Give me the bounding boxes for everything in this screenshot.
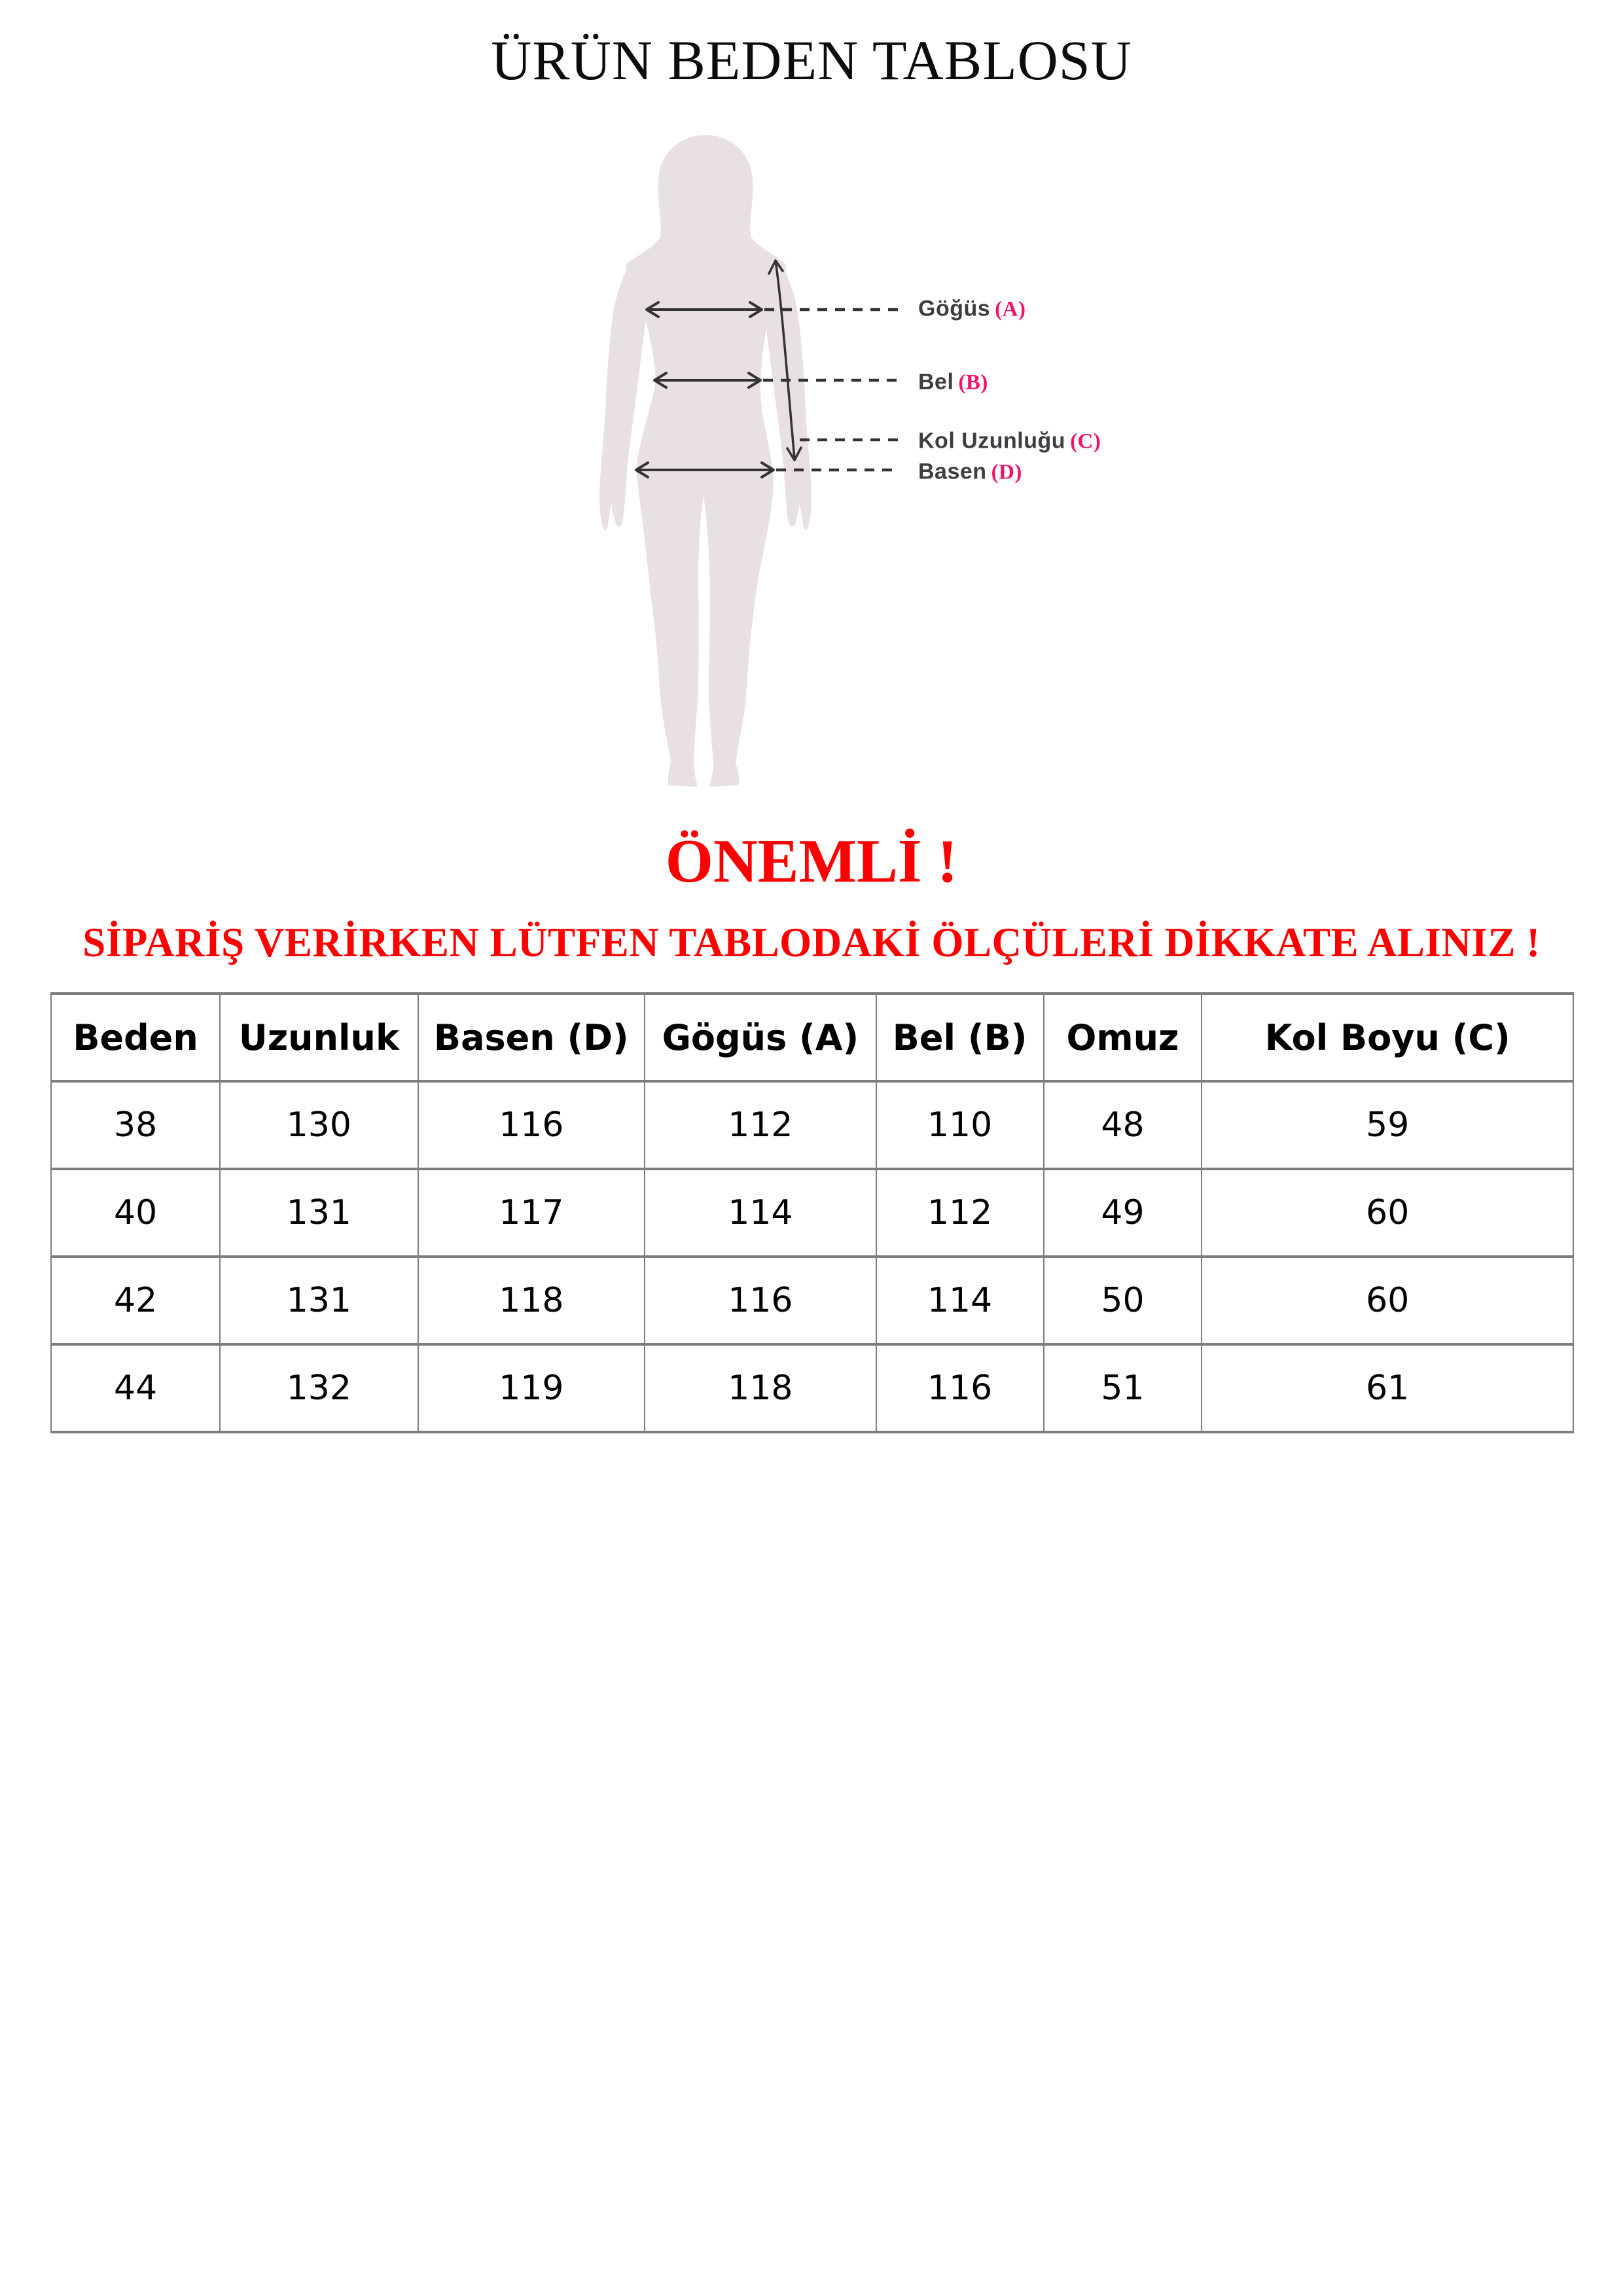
female-body-silhouette [599, 135, 812, 787]
notice-subheading: SİPARİŞ VERİRKEN LÜTFEN TABLODAKİ ÖLÇÜLERİ DİKKATE ALINIZ ! [82, 920, 1541, 965]
table-row-size-44 [51, 1344, 1573, 1432]
measurement-label-text: Bel [918, 369, 954, 395]
measurement-diagram [588, 130, 915, 792]
column-header-bel: Bel (B) [876, 994, 1044, 1081]
table-cell: 110 [876, 1081, 1044, 1169]
table-cell: 48 [1044, 1081, 1202, 1169]
table-cell: 116 [418, 1081, 645, 1169]
column-header-gogus: Gögüs (A) [645, 994, 876, 1081]
measurement-label-text: Basen [918, 459, 987, 484]
table-cell: 61 [1202, 1344, 1573, 1432]
table-cell: 132 [220, 1344, 418, 1432]
table-header-row [51, 994, 1573, 1081]
table-cell: 44 [51, 1344, 220, 1432]
table-cell: 117 [418, 1169, 645, 1257]
table-cell: 42 [51, 1257, 220, 1344]
measurement-label-hip [918, 459, 1022, 485]
table-cell: 112 [876, 1169, 1044, 1257]
measurement-label-arm-length [918, 429, 1101, 454]
table-cell: 116 [645, 1257, 876, 1344]
silhouette-body [626, 135, 786, 787]
size-table [50, 992, 1574, 1433]
column-header-kol-boyu: Kol Boyu (C) [1202, 994, 1573, 1081]
measurement-code-d: (D) [991, 460, 1022, 484]
table-cell: 119 [418, 1344, 645, 1432]
table-row-size-40 [51, 1169, 1573, 1257]
table-cell: 116 [876, 1344, 1044, 1432]
page-title: ÜRÜN BEDEN TABLOSU [491, 29, 1132, 92]
measurement-code-c: (C) [1070, 429, 1101, 454]
table-cell: 38 [51, 1081, 220, 1169]
table-cell: 60 [1202, 1257, 1573, 1344]
table-row-size-42 [51, 1257, 1573, 1344]
female-body-silhouette-svg [588, 130, 915, 792]
table-cell: 114 [645, 1169, 876, 1257]
table-cell: 118 [418, 1257, 645, 1344]
column-header-omuz: Omuz [1044, 994, 1202, 1081]
table-cell: 131 [220, 1257, 418, 1344]
column-header-uzunluk: Uzunluk [220, 994, 418, 1081]
table-cell: 60 [1202, 1169, 1573, 1257]
column-header-basen: Basen (D) [418, 994, 645, 1081]
table-cell: 131 [220, 1169, 418, 1257]
measurement-code-a: (A) [995, 297, 1026, 321]
table-cell: 49 [1044, 1169, 1202, 1257]
table-cell: 40 [51, 1169, 220, 1257]
table-cell: 50 [1044, 1257, 1202, 1344]
notice-heading: ÖNEMLİ ! [665, 827, 958, 895]
table-cell: 59 [1202, 1081, 1573, 1169]
table-cell: 130 [220, 1081, 418, 1169]
measurement-label-waist [918, 370, 988, 395]
table-cell: 51 [1044, 1344, 1202, 1432]
table-cell: 114 [876, 1257, 1044, 1344]
measurement-code-b: (B) [958, 370, 988, 395]
measurement-label-chest [918, 296, 1026, 322]
measurement-label-text: Göğüs [918, 296, 991, 321]
table-cell: 118 [645, 1344, 876, 1432]
measurement-label-text: Kol Uzunluğu [918, 428, 1066, 454]
table-cell: 112 [645, 1081, 876, 1169]
table-row-size-38 [51, 1081, 1573, 1169]
column-header-beden: Beden [51, 994, 220, 1081]
